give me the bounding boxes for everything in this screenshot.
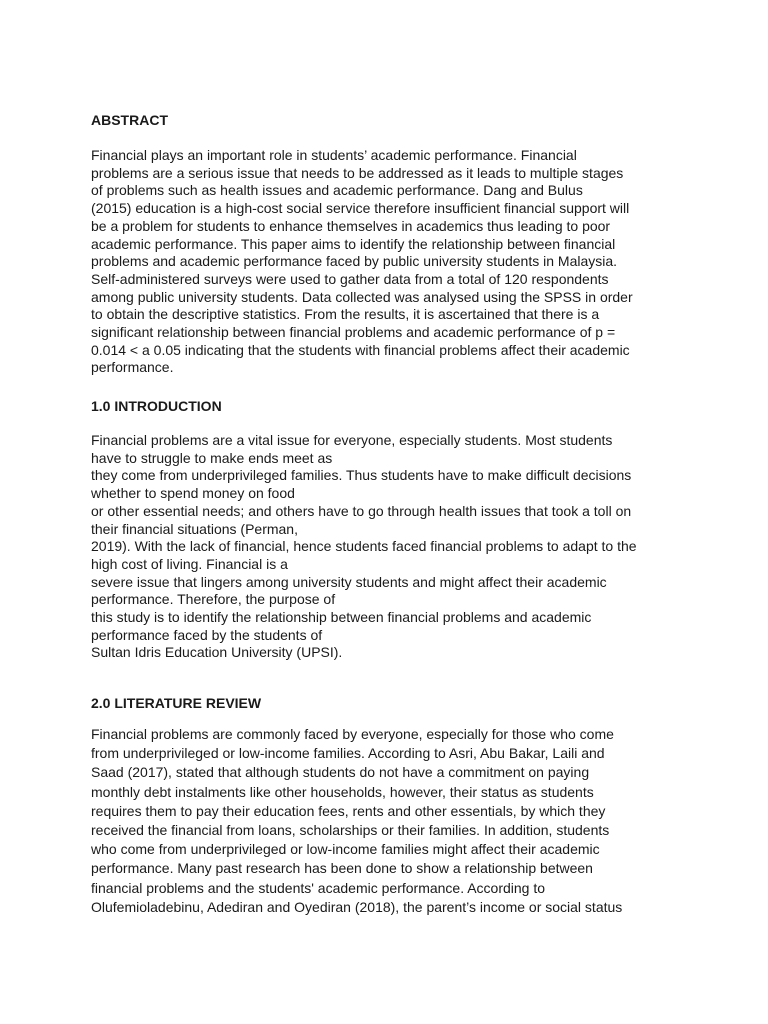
- abstract-line: among public university students. Data collected was analysed using the SPSS in order: [91, 288, 633, 305]
- abstract-line: problems and academic performance faced by public university students in Malaysia.: [91, 253, 618, 270]
- literature-review-line: performance. Many past research has been done to show a relationship between: [91, 860, 593, 877]
- abstract-line: performance.: [91, 359, 174, 376]
- abstract-line: be a problem for students to enhance themselves in academics thus leading to poor: [91, 217, 611, 234]
- literature-review-heading: 2.0 LITERATURE REVIEW: [91, 695, 262, 711]
- literature-review-line: Saad (2017), stated that although students do not have a commitment on paying: [91, 764, 590, 781]
- introduction-line: this study is to identify the relationship between financial problems and academic: [91, 609, 592, 626]
- introduction-line: have to struggle to make ends meet as: [91, 449, 333, 466]
- introduction-line: 2019). With the lack of financial, hence students faced financial problems to adapt to the: [91, 538, 637, 555]
- abstract-line: to obtain the descriptive statistics. From the results, it is ascertained that there is a: [91, 306, 600, 323]
- abstract-line: Self-administered surveys were used to gather data from a total of 120 respondents: [91, 270, 609, 287]
- introduction-line: high cost of living. Financial is a: [91, 555, 288, 572]
- literature-review-line: received the financial from loans, scholarships or their families. In addition, students: [91, 822, 610, 839]
- literature-review-line: who come from underprivileged or low-income families might affect their academic: [91, 841, 600, 858]
- abstract-paragraph: [91, 147, 691, 377]
- introduction-line: Sultan Idris Education University (UPSI).: [91, 644, 343, 661]
- abstract-line: Financial plays an important role in students’ academic performance. Financial: [91, 147, 577, 163]
- abstract-line: problems are a serious issue that needs to be addressed as it leads to multiple stages: [91, 164, 624, 181]
- abstract-line: of problems such as health issues and academic performance. Dang and Bulus: [91, 182, 583, 199]
- literature-review-line: Financial problems are commonly faced by everyone, especially for those who come: [91, 726, 614, 742]
- abstract-line: significant relationship between financial problems and academic performance of p =: [91, 324, 616, 341]
- literature-review-line: monthly debt instalments like other households, however, their status as students: [91, 783, 594, 800]
- introduction-line: performance faced by the students of: [91, 626, 323, 643]
- introduction-paragraph: [91, 432, 691, 662]
- introduction-line: they come from underprivileged families. Thus students have to make difficult decisions: [91, 467, 632, 484]
- introduction-line: severe issue that lingers among university students and might affect their academic: [91, 573, 607, 590]
- introduction-line: or other essential needs; and others have to go through health issues that took a toll on: [91, 502, 632, 519]
- introduction-line: Financial problems are a vital issue for everyone, especially students. Most students: [91, 432, 613, 448]
- literature-review-line: Olufemioladebinu, Adediran and Oyediran (2018), the parent’s income or social status: [91, 898, 623, 915]
- abstract-line: academic performance. This paper aims to identify the relationship between financial: [91, 235, 616, 252]
- literature-review-line: financial problems and the students' academic performance. According to: [91, 879, 546, 896]
- abstract-line: 0.014 < a 0.05 indicating that the students with financial problems affect their academic: [91, 341, 630, 358]
- literature-review-line: requires them to pay their education fees, rents and other essentials, by which they: [91, 802, 606, 819]
- introduction-line: their financial situations (Perman,: [91, 520, 298, 537]
- literature-review-line: from underprivileged or low-income families. According to Asri, Abu Bakar, Laili and: [91, 745, 605, 762]
- abstract-heading: ABSTRACT: [91, 112, 168, 128]
- introduction-line: whether to spend money on food: [91, 485, 295, 502]
- introduction-line: performance. Therefore, the purpose of: [91, 591, 336, 608]
- abstract-line: (2015) education is a high-cost social service therefore insufficient financial support will: [91, 200, 630, 217]
- introduction-heading: 1.0 INTRODUCTION: [91, 398, 222, 414]
- literature-review-paragraph: [91, 725, 691, 917]
